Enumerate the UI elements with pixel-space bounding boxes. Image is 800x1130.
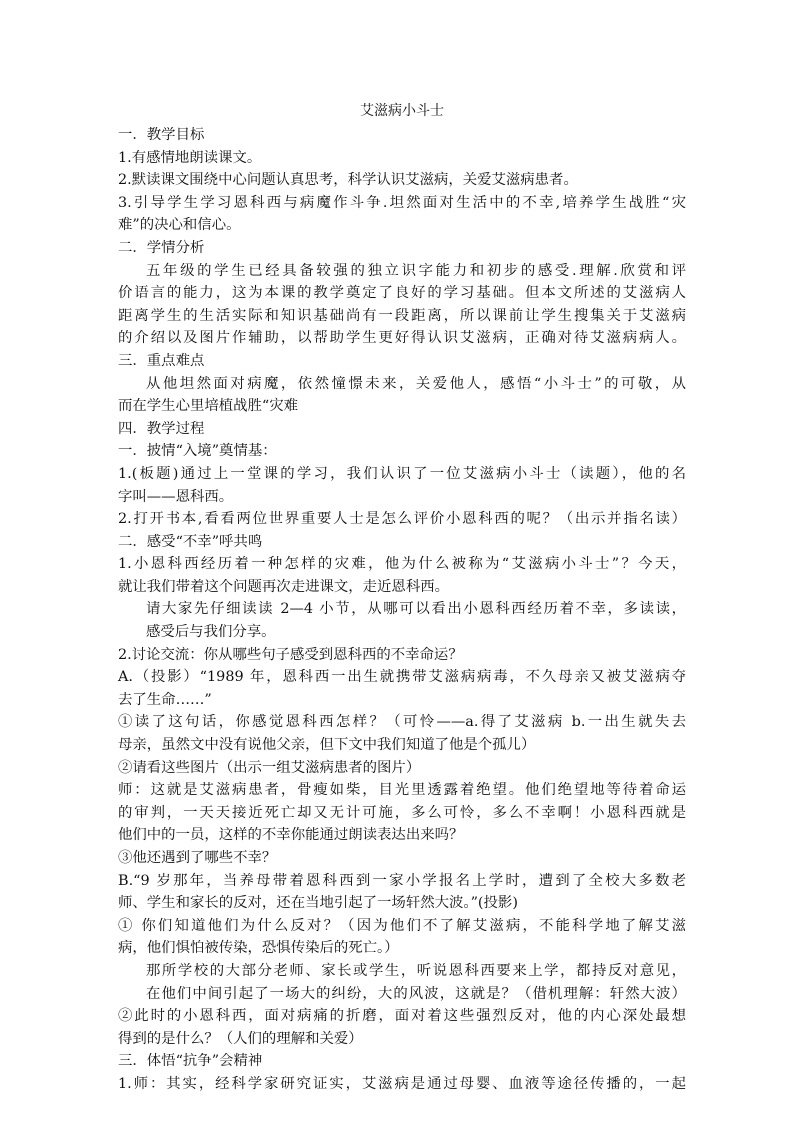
text-line: 距离学生的生活实际和知识基础尚有一段距离，所以课前让学生搜集关于艾滋病 — [118, 307, 686, 324]
text-line: 难”的决心和信心。 — [118, 217, 241, 234]
text-line: ① 你们知道他们为什么反对？（因为他们不了解艾滋病，不能科学地了解艾滋 — [118, 917, 686, 934]
document-body — [118, 124, 686, 1096]
text-line: 感受后与我们分享。 — [146, 624, 276, 641]
text-line: 三．重点难点 — [118, 352, 205, 369]
text-line: 1.有感情地朗读课文。 — [118, 149, 262, 166]
text-line: 一．教学目标 — [118, 127, 205, 143]
text-line: 五年级的学生已经具备较强的独立识字能力和初步的感受.理解.欣赏和评 — [146, 262, 686, 279]
text-line: 师：这就是艾滋病患者，骨瘦如柴，目光里透露着绝望。他们绝望地等待着命运 — [118, 782, 686, 799]
text-line: 1.师：其实，经科学家研究证实，艾滋病是通过母婴、血液等途径传播的，一起 — [118, 1075, 686, 1092]
text-line: 在他们中间引起了一场大的纠纷，大的风波，这就是？（借机理解：轩然大波） — [146, 985, 686, 1002]
text-line: 那所学校的大部分老师、家长或学生，听说恩科西要来上学，都持反对意见， — [146, 962, 686, 979]
text-line: 价语言的能力，这为本课的教学奠定了良好的学习基础。但本文所述的艾滋病人 — [118, 285, 686, 302]
text-line: A.（投影）“1989 年，恩科西一出生就携带艾滋病病毒，不久母亲又被艾滋病夺 — [118, 669, 686, 686]
text-line: 从他坦然面对病魔，依然憧憬未来，关爱他人，感悟“小斗士”的可敬，从 — [146, 375, 686, 392]
text-line: 得到的是什么？（人们的理解和关爱） — [118, 1030, 363, 1047]
text-line: 师、学生和家长的反对，还在当地引起了一场轩然大波。”(投影) — [118, 895, 518, 912]
text-line: 二．感受“不幸”呼共鸣 — [118, 533, 263, 550]
text-line: ③他还遇到了哪些不幸？ — [118, 850, 277, 866]
text-line: 2.默读课文围绕中心问题认真思考，科学认识艾滋病，关爱艾滋病患者。 — [118, 172, 578, 189]
text-line: 去了生命……” — [118, 691, 212, 708]
text-line: 一．披情“入境”奠情基： — [118, 443, 277, 460]
text-line: 母亲，虽然文中没有说他父亲，但下文中我们知道了他是个孤儿） — [118, 737, 536, 754]
text-line: 字叫——恩科西。 — [118, 488, 234, 505]
text-line: ②请看这些图片（出示一组艾滋病患者的图片） — [118, 759, 421, 776]
text-line: 三．体悟“抗争”会精神 — [118, 1053, 263, 1070]
text-line: 他们中的一员，这样的不幸你能通过朗读表达出来吗？ — [118, 827, 464, 844]
text-line: 的审判，一天天接近死亡却又无计可施，多么可怜，多么不幸啊！小恩科西就是 — [118, 804, 686, 821]
text-line: 2.讨论交流：你从哪些句子感受到恩科西的不幸命运？ — [118, 646, 463, 663]
text-line: 请大家先仔细读读 2—4 小节，从哪可以看出小恩科西经历着不幸，多读读， — [146, 601, 686, 618]
text-line: 2.打开书本,看看两位世界重要人士是怎么评价小恩科西的呢？（出示并指名读） — [118, 511, 686, 528]
text-line: 1.(板题)通过上一堂课的学习，我们认识了一位艾滋病小斗士（读题），他的名 — [118, 465, 686, 482]
text-line: 3.引导学生学习恩科西与病魔作斗争.坦然面对生活中的不幸,培养学生战胜“灾 — [118, 194, 686, 211]
document-title: 艾滋病小斗士 — [360, 103, 444, 119]
text-line: ②此时的小恩科西，面对病痛的折磨，面对着这些强烈反对，他的内心深处最想 — [118, 1008, 686, 1025]
text-line: 就让我们带着这个问题再次走进课文，走近恩科西。 — [118, 578, 449, 595]
text-line: 病，他们惧怕被传染，恐惧传染后的死亡。） — [118, 940, 399, 957]
text-line: 而在学生心里培植战胜“灾难 — [118, 398, 299, 415]
text-line: 的介绍以及图片作辅助，以帮助学生更好得认识艾滋病，正确对待艾滋病病人。 — [118, 330, 686, 347]
text-line: ①读了这句话，你感觉恩科西怎样？（可怜——a.得了艾滋病 b.一出生就失去 — [118, 714, 686, 731]
document-page — [118, 100, 686, 1096]
text-line: 1.小恩科西经历着一种怎样的灾难，他为什么被称为“艾滋病小斗士”？今天， — [118, 556, 686, 573]
text-line: 二．学情分析 — [118, 239, 205, 256]
text-line: 四．教学过程 — [118, 420, 205, 437]
text-line: B.“9 岁那年，当养母带着恩科西到一家小学报名上学时，遭到了全校大多数老 — [118, 872, 686, 889]
